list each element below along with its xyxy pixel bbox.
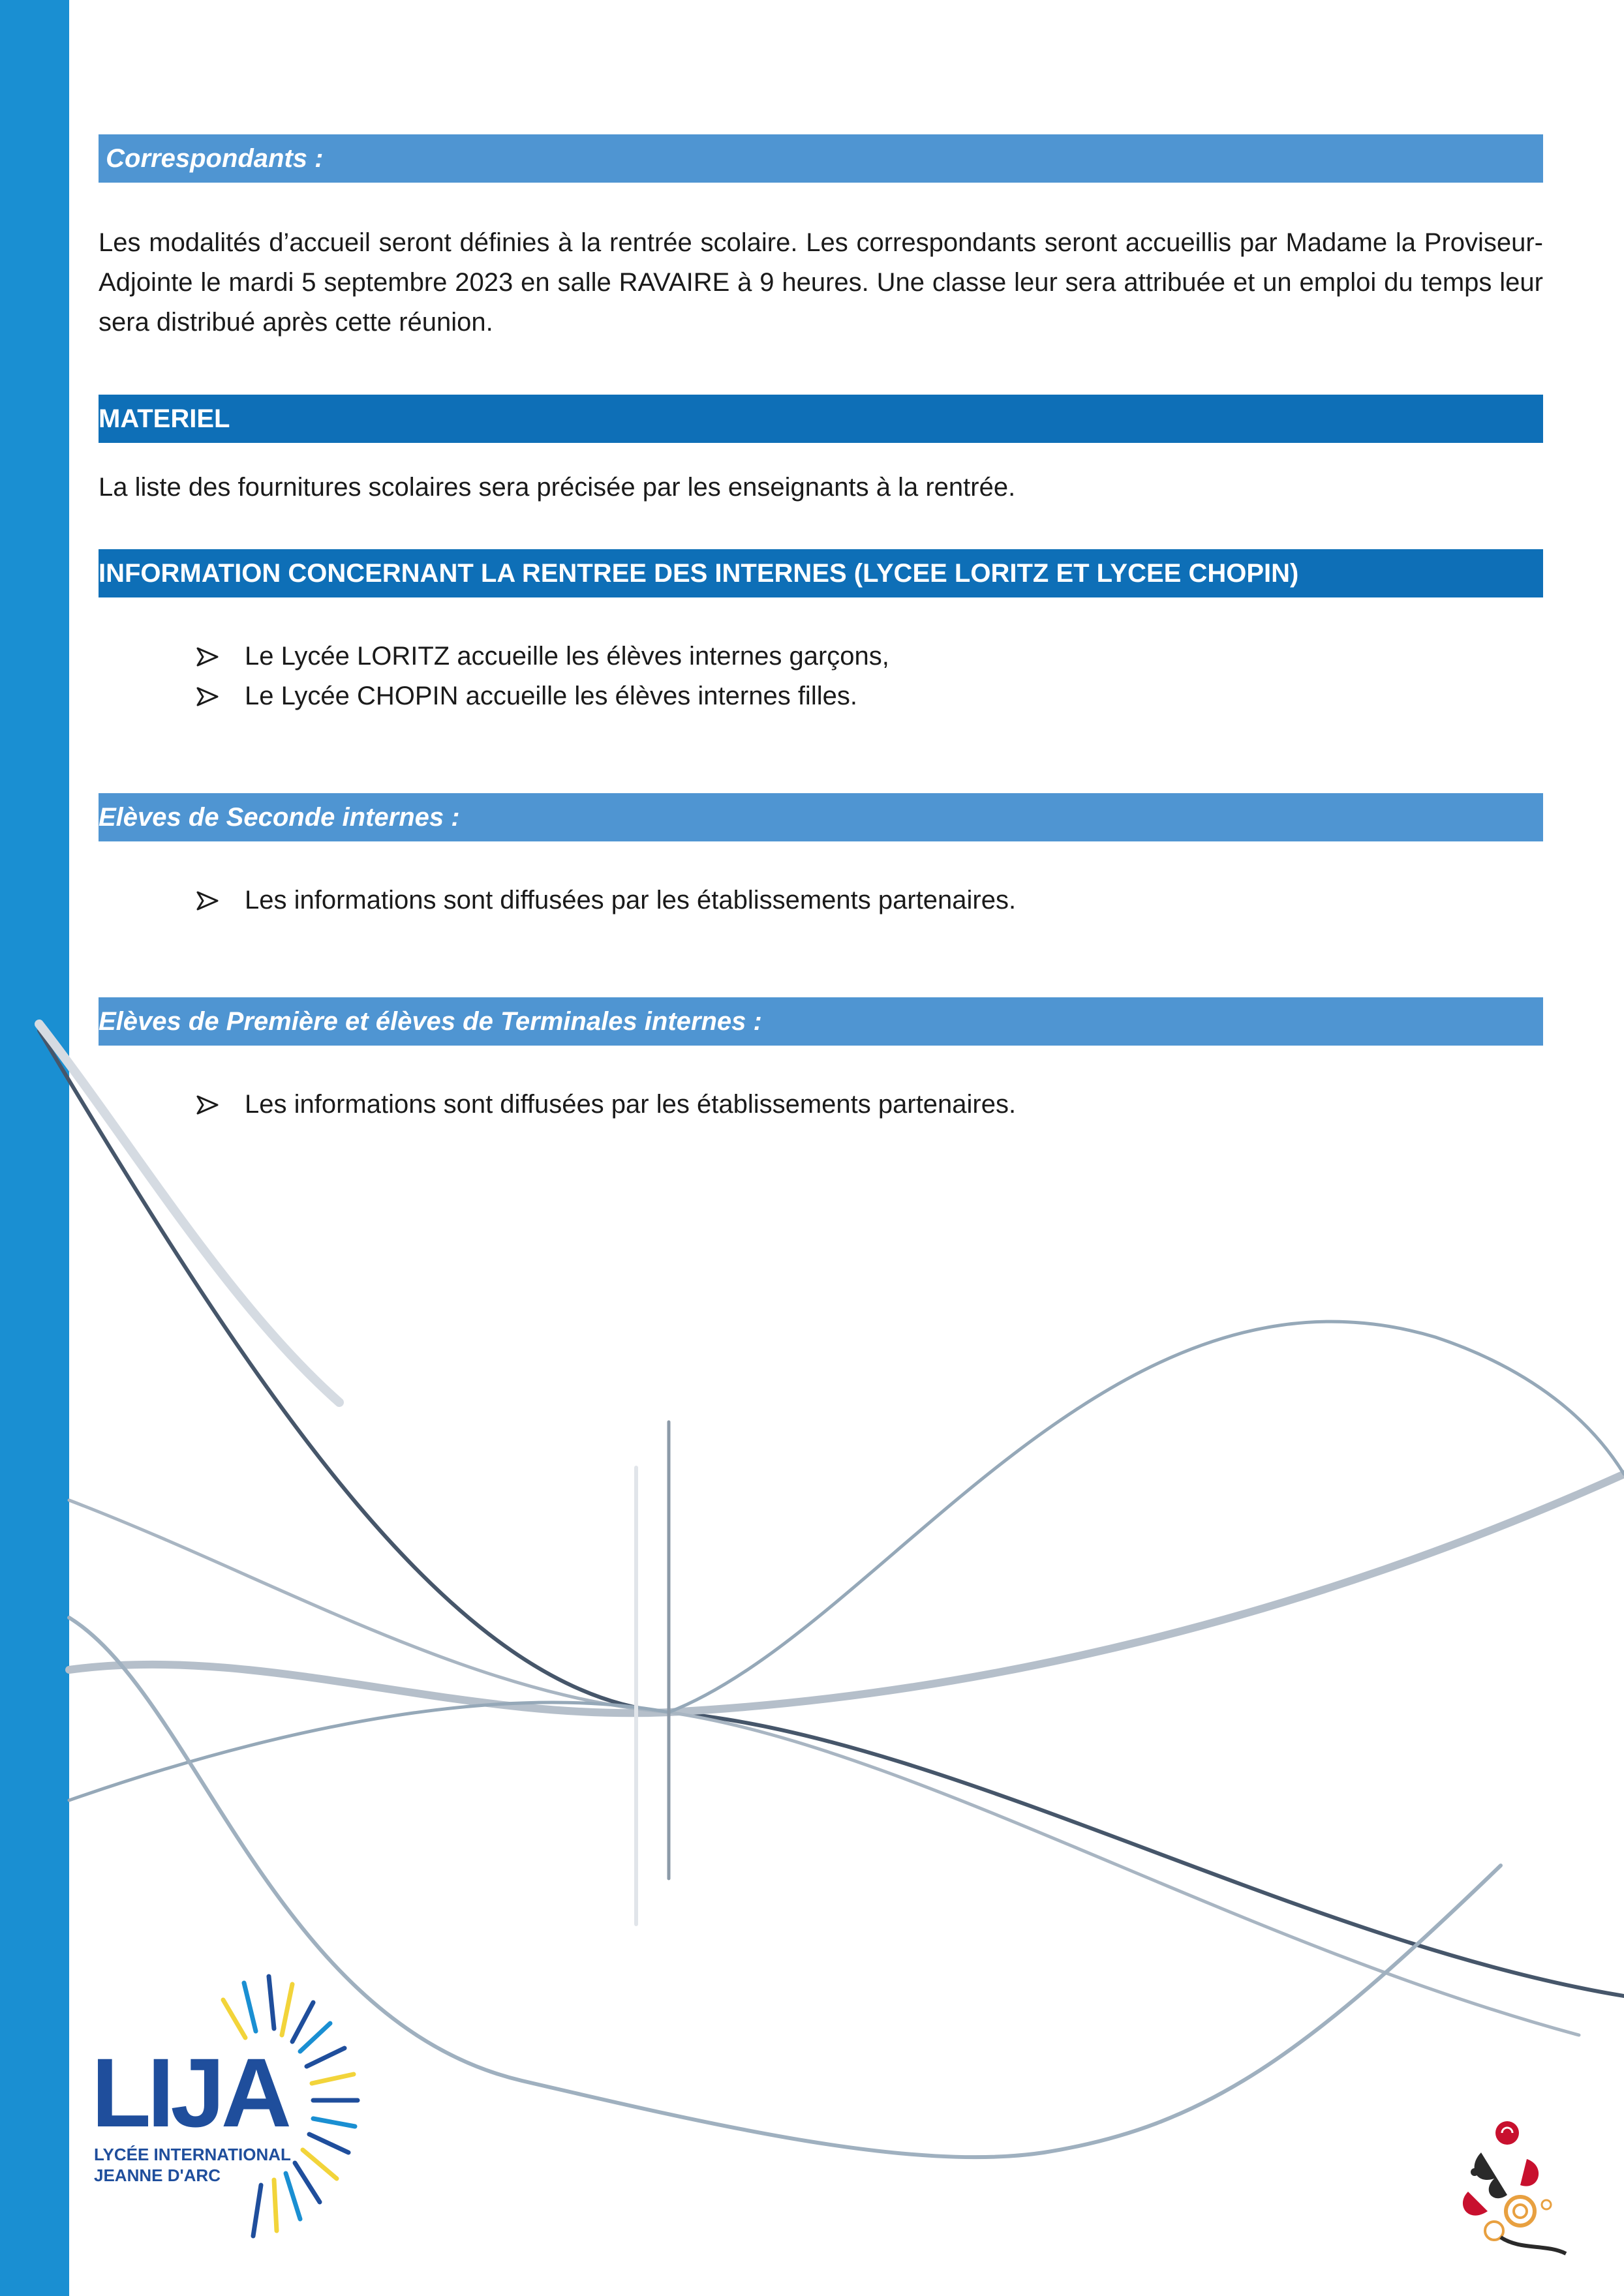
section-header-seconde [99, 793, 1543, 841]
materiel-paragraph: La liste des fournitures scolaires sera précisée par les enseignants à la rentrée. [99, 473, 1016, 502]
logo-line-2: JEANNE D'ARC [94, 2166, 221, 2185]
logo-wordmark: LIJA [91, 2038, 288, 2147]
section-title: MATERIEL [99, 404, 230, 433]
list-item: Les informations sont diffusées par les établissements partenaires. [196, 881, 1543, 920]
flower-emblem-icon [1442, 2113, 1572, 2263]
arrow-bullet-icon [196, 687, 219, 706]
list-item: Les informations sont diffusées par les établissements partenaires. [196, 1085, 1543, 1125]
section-header-internes [99, 549, 1543, 597]
section-header-materiel [99, 395, 1543, 443]
section-title: Correspondants : [106, 144, 324, 173]
internes-list [99, 637, 1543, 716]
seconde-list [99, 881, 1543, 920]
arrow-bullet-icon [196, 647, 219, 667]
list-item: Le Lycée CHOPIN accueille les élèves internes filles. [196, 676, 1543, 716]
correspondants-paragraph: Les modalités d’accueil seront définies à la rentrée scolaire. Les correspondants seront accueillis par Madame la Proviseur-Adjointe le mardi 5 septembre 2023 en salle RAVAIRE à 9 heures. Une classe leur sera attribuée et un emploi du temps leur sera distribué après cette réunion. [99, 228, 1543, 337]
section-title: Elèves de Première et élèves de Terminales internes : [99, 1007, 762, 1036]
arrow-bullet-icon [196, 891, 219, 911]
section-header-correspondants [99, 134, 1543, 183]
logo-line-1: LYCÉE INTERNATIONAL [94, 2145, 291, 2164]
section-header-premiere [99, 997, 1543, 1046]
list-item: Le Lycée LORITZ accueille les élèves internes garçons, [196, 637, 1543, 676]
document-body [99, 134, 1543, 1125]
arrow-bullet-icon [196, 1095, 219, 1115]
premiere-list [99, 1085, 1543, 1125]
section-title: Elèves de Seconde internes : [99, 803, 460, 832]
section-title: INFORMATION CONCERNANT LA RENTREE DES INTERNES (LYCEE LORITZ ET LYCEE CHOPIN) [99, 559, 1299, 588]
lija-logo [85, 1963, 424, 2250]
